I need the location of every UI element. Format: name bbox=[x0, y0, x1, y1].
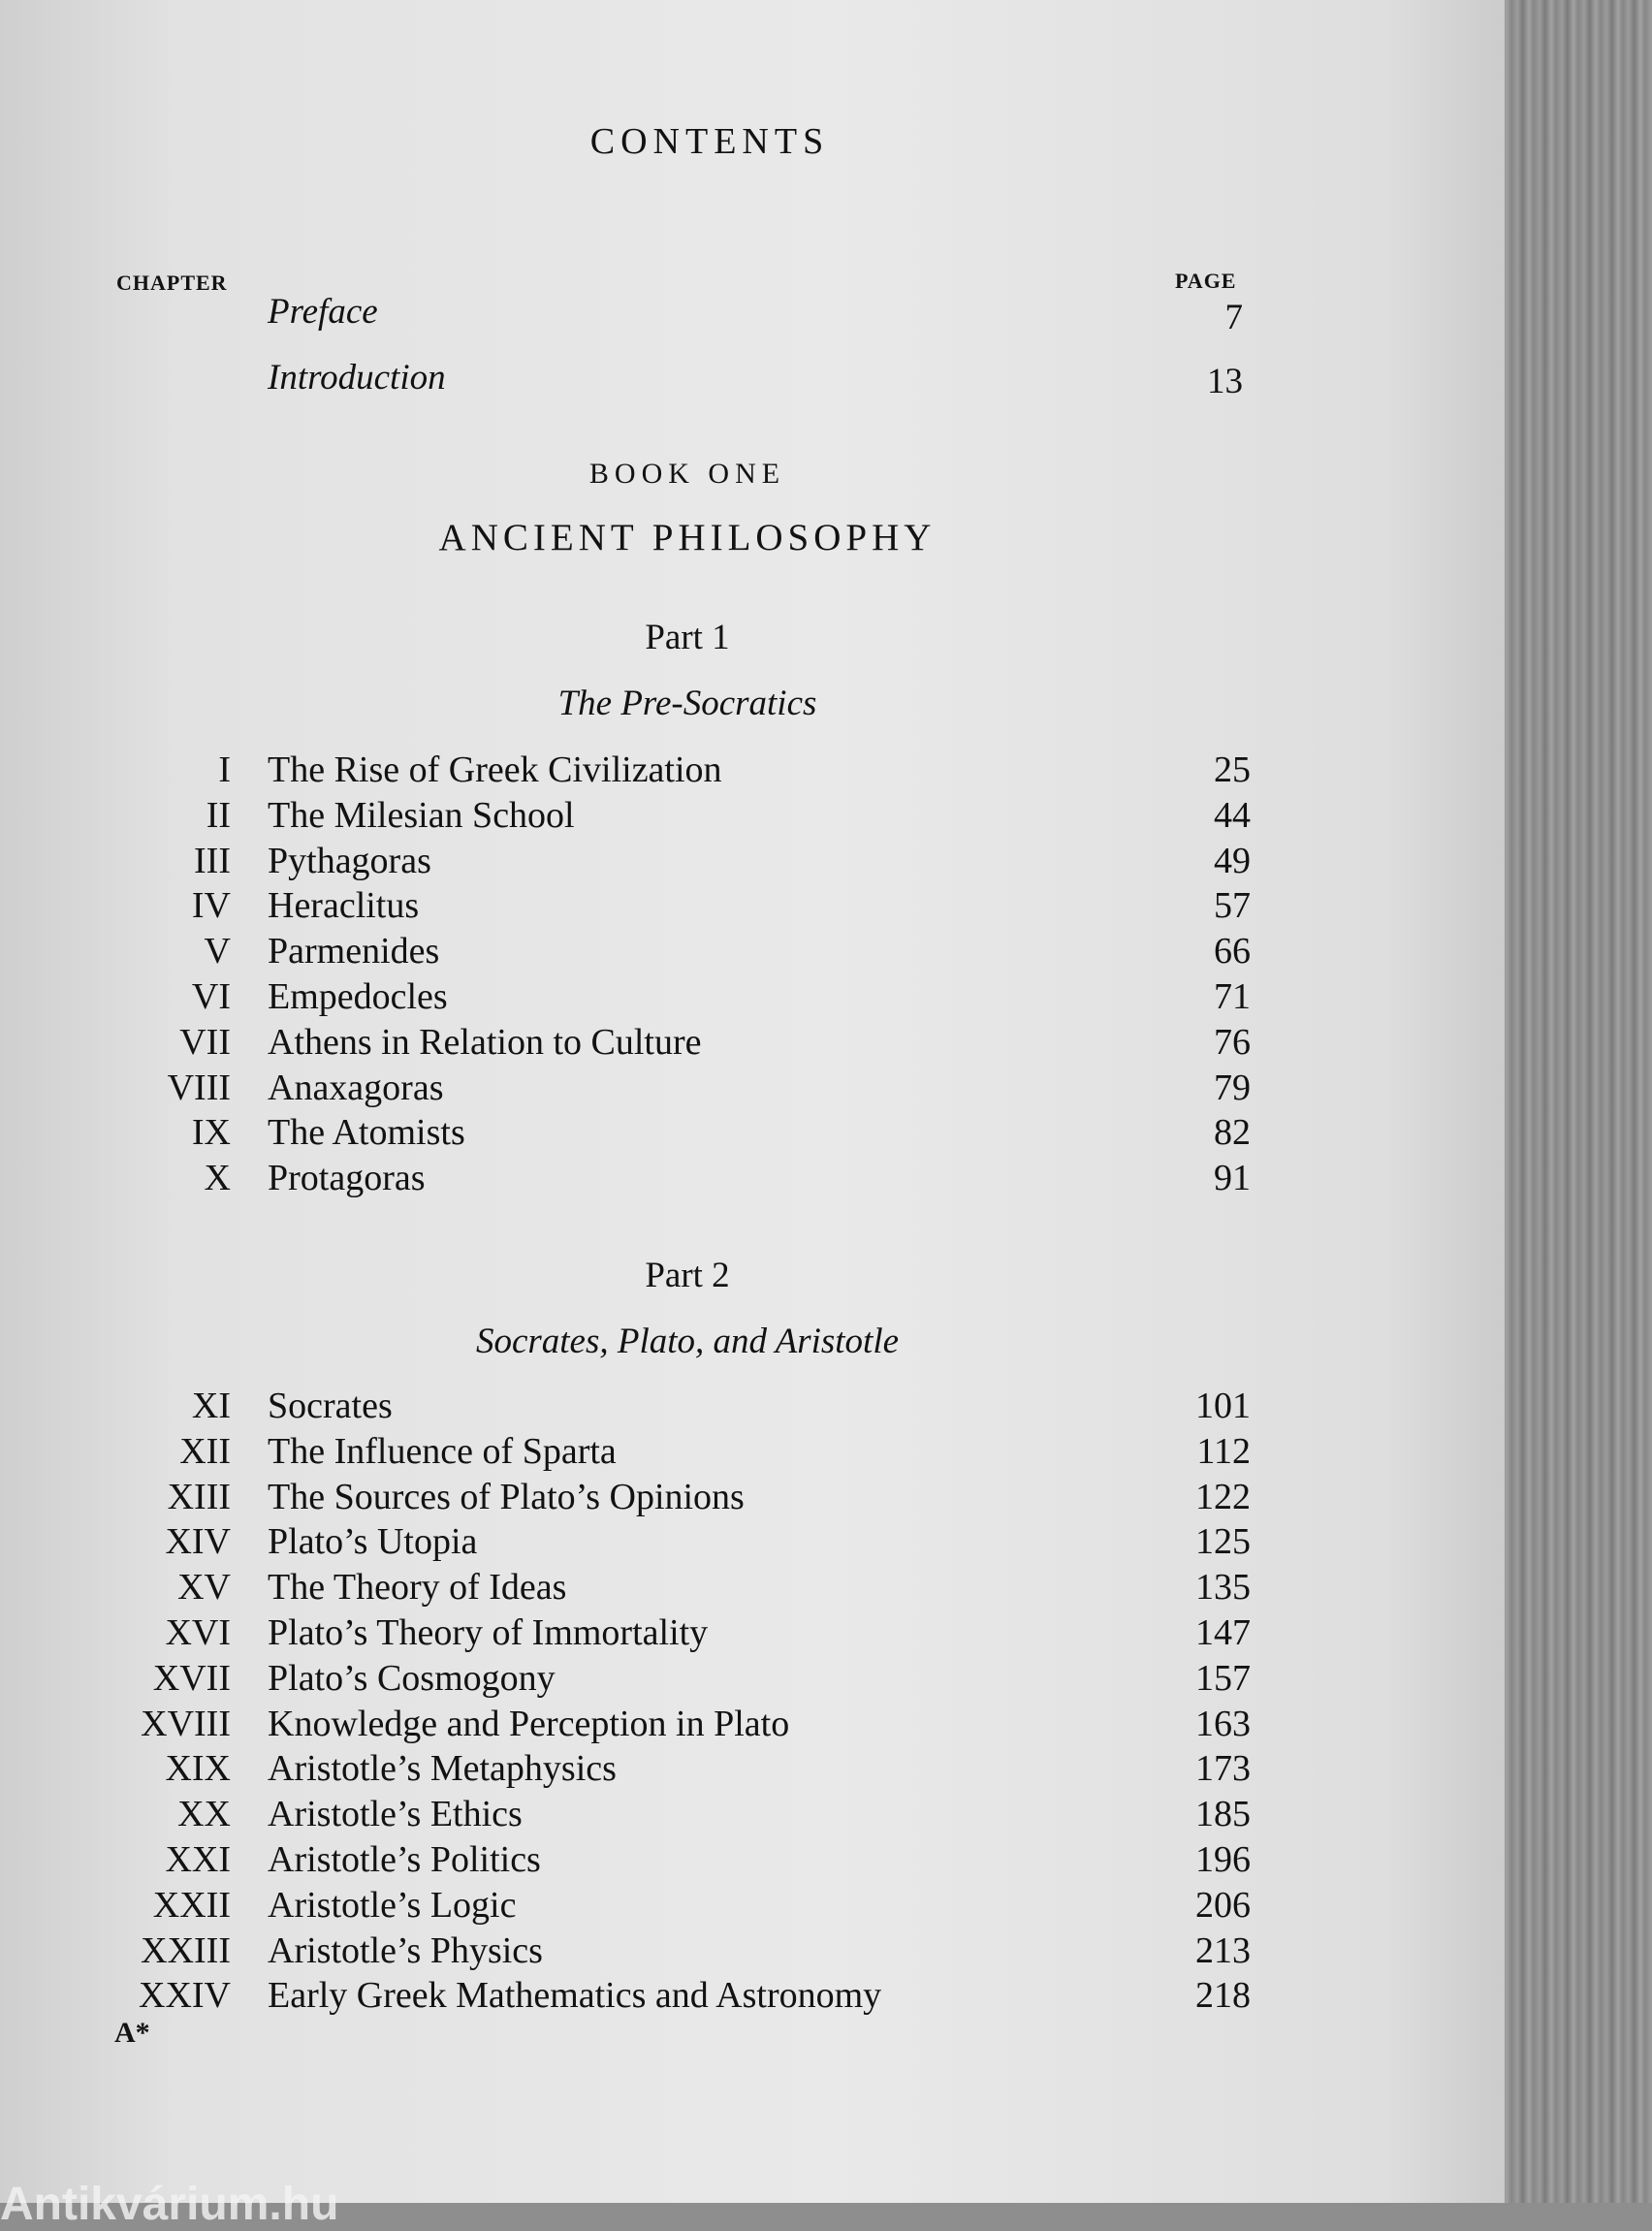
chapter-page-number: 79 bbox=[1214, 1067, 1251, 1108]
chapter-column-header: CHAPTER bbox=[116, 271, 228, 295]
chapter-number: XI bbox=[191, 1386, 231, 1426]
chapter-title[interactable]: The Theory of Ideas bbox=[268, 1567, 567, 1609]
chapter-title[interactable]: Aristotle’s Politics bbox=[268, 1839, 541, 1880]
chapter-number: XVII bbox=[152, 1657, 231, 1699]
chapter-title[interactable]: Aristotle’s Physics bbox=[268, 1929, 543, 1971]
chapter-page-number: 91 bbox=[1214, 1158, 1251, 1199]
chapter-number: X bbox=[204, 1158, 231, 1199]
chapter-page-number: 44 bbox=[1214, 794, 1251, 836]
book-label: BOOK ONE bbox=[588, 458, 786, 490]
chapter-row[interactable] bbox=[0, 1657, 1505, 1702]
chapter-number: XV bbox=[177, 1567, 231, 1609]
chapter-row[interactable] bbox=[0, 1747, 1505, 1792]
chapter-number: I bbox=[218, 749, 231, 790]
chapter-row[interactable] bbox=[0, 1021, 1505, 1066]
page-column-header: PAGE bbox=[1175, 269, 1237, 293]
chapter-number: VIII bbox=[167, 1067, 231, 1108]
book-title: ANCIENT PHILOSOPHY bbox=[438, 517, 937, 558]
chapter-title[interactable]: Pythagoras bbox=[268, 840, 431, 881]
chapter-row[interactable] bbox=[0, 1111, 1505, 1156]
chapter-page-number: 49 bbox=[1214, 840, 1251, 881]
chapter-title[interactable]: Plato’s Utopia bbox=[268, 1521, 478, 1563]
chapter-number: XXI bbox=[165, 1839, 231, 1880]
chapter-number: XIX bbox=[165, 1748, 231, 1790]
chapter-number: IV bbox=[191, 885, 231, 927]
chapter-title[interactable]: Early Greek Mathematics and Astronomy bbox=[268, 1975, 882, 2017]
chapter-page-number: 101 bbox=[1195, 1386, 1251, 1426]
chapter-row[interactable] bbox=[0, 840, 1505, 884]
chapter-title[interactable]: Heraclitus bbox=[268, 885, 420, 927]
chapter-title[interactable]: Knowledge and Perception in Plato bbox=[268, 1703, 790, 1744]
front-matter-page: 13 bbox=[1207, 362, 1243, 401]
chapter-title[interactable]: The Atomists bbox=[268, 1112, 465, 1154]
part-subtitle: The Pre-Socratics bbox=[557, 684, 817, 723]
chapter-number: VII bbox=[179, 1021, 231, 1063]
front-matter-page: 7 bbox=[1224, 298, 1243, 337]
chapter-title[interactable]: Plato’s Theory of Immortality bbox=[268, 1612, 709, 1653]
chapter-title[interactable]: Athens in Relation to Culture bbox=[268, 1021, 702, 1063]
chapter-row[interactable] bbox=[0, 1157, 1505, 1201]
chapter-page-number: 213 bbox=[1195, 1929, 1251, 1971]
part-label: Part 1 bbox=[645, 618, 730, 657]
chapter-number: IX bbox=[191, 1112, 231, 1154]
chapter-number: XXII bbox=[152, 1884, 231, 1926]
chapter-row[interactable] bbox=[0, 794, 1505, 839]
chapter-number: XVIII bbox=[141, 1703, 231, 1744]
watermark: Antikvárium.hu bbox=[0, 2179, 339, 2230]
chapter-title[interactable]: The Sources of Plato’s Opinions bbox=[268, 1476, 745, 1517]
chapter-row[interactable] bbox=[0, 1611, 1505, 1656]
chapter-title[interactable]: Anaxagoras bbox=[268, 1067, 444, 1108]
chapter-row[interactable] bbox=[0, 1703, 1505, 1747]
chapter-row[interactable] bbox=[0, 1520, 1505, 1565]
chapter-number: II bbox=[206, 794, 231, 836]
chapter-row[interactable] bbox=[0, 1974, 1505, 2019]
chapter-row[interactable] bbox=[0, 975, 1505, 1020]
chapter-row[interactable] bbox=[0, 1430, 1505, 1475]
page-edge-stack bbox=[1501, 0, 1652, 2203]
chapter-title[interactable]: The Rise of Greek Civilization bbox=[268, 749, 722, 790]
chapter-number: XVI bbox=[165, 1612, 231, 1653]
chapter-number: XX bbox=[177, 1794, 231, 1835]
chapter-page-number: 163 bbox=[1195, 1703, 1251, 1744]
chapter-page-number: 185 bbox=[1195, 1794, 1251, 1835]
signature-mark: A* bbox=[114, 2017, 150, 2049]
chapter-row[interactable] bbox=[0, 930, 1505, 974]
part-label: Part 2 bbox=[645, 1256, 730, 1295]
chapter-row[interactable] bbox=[0, 884, 1505, 929]
chapter-page-number: 25 bbox=[1214, 749, 1251, 790]
chapter-row[interactable] bbox=[0, 749, 1505, 793]
chapter-title[interactable]: Parmenides bbox=[268, 931, 440, 972]
chapter-page-number: 135 bbox=[1195, 1567, 1251, 1609]
chapter-number: XIII bbox=[167, 1476, 231, 1517]
chapter-title[interactable]: The Influence of Sparta bbox=[268, 1430, 617, 1472]
front-matter-title[interactable]: Introduction bbox=[268, 358, 446, 398]
chapter-row[interactable] bbox=[0, 1476, 1505, 1520]
chapter-page-number: 66 bbox=[1214, 931, 1251, 972]
chapter-row[interactable] bbox=[0, 1838, 1505, 1883]
chapter-title[interactable]: Plato’s Cosmogony bbox=[268, 1657, 556, 1699]
front-matter-title[interactable]: Preface bbox=[268, 292, 378, 332]
chapter-page-number: 125 bbox=[1195, 1521, 1251, 1563]
chapter-page-number: 71 bbox=[1214, 976, 1251, 1017]
chapter-title[interactable]: The Milesian School bbox=[268, 794, 575, 836]
chapter-page-number: 218 bbox=[1195, 1975, 1251, 2017]
chapter-title[interactable]: Protagoras bbox=[268, 1158, 426, 1199]
chapter-page-number: 147 bbox=[1195, 1612, 1251, 1653]
chapter-row[interactable] bbox=[0, 1884, 1505, 1928]
chapter-page-number: 206 bbox=[1195, 1884, 1251, 1926]
chapter-row[interactable] bbox=[0, 1793, 1505, 1837]
chapter-number: III bbox=[194, 840, 231, 881]
chapter-title[interactable]: Aristotle’s Logic bbox=[268, 1884, 517, 1926]
chapter-row[interactable] bbox=[0, 1929, 1505, 1974]
chapter-row[interactable] bbox=[0, 1067, 1505, 1111]
chapter-page-number: 196 bbox=[1195, 1839, 1251, 1880]
chapter-page-number: 57 bbox=[1214, 885, 1251, 927]
chapter-page-number: 82 bbox=[1214, 1112, 1251, 1154]
chapter-title[interactable]: Aristotle’s Ethics bbox=[268, 1794, 523, 1835]
chapter-row[interactable] bbox=[0, 1385, 1505, 1429]
chapter-number: XIV bbox=[165, 1521, 231, 1563]
chapter-number: XII bbox=[179, 1430, 231, 1472]
chapter-number: V bbox=[204, 931, 231, 972]
chapter-page-number: 122 bbox=[1195, 1476, 1251, 1517]
page-title: CONTENTS bbox=[589, 121, 830, 162]
chapter-title[interactable]: Empedocles bbox=[268, 976, 448, 1017]
part-subtitle: Socrates, Plato, and Aristotle bbox=[475, 1322, 900, 1361]
chapter-title[interactable]: Aristotle’s Metaphysics bbox=[268, 1748, 617, 1790]
chapter-number: XXIV bbox=[139, 1975, 231, 2017]
chapter-page-number: 112 bbox=[1196, 1430, 1251, 1472]
chapter-title[interactable]: Socrates bbox=[268, 1386, 393, 1426]
bleed-through bbox=[291, 19, 306, 52]
chapter-page-number: 173 bbox=[1195, 1748, 1251, 1790]
chapter-row[interactable] bbox=[0, 1566, 1505, 1610]
chapter-number: VI bbox=[191, 976, 231, 1017]
chapter-number: XXIII bbox=[141, 1929, 231, 1971]
chapter-page-number: 76 bbox=[1214, 1021, 1251, 1063]
chapter-page-number: 157 bbox=[1195, 1657, 1251, 1699]
